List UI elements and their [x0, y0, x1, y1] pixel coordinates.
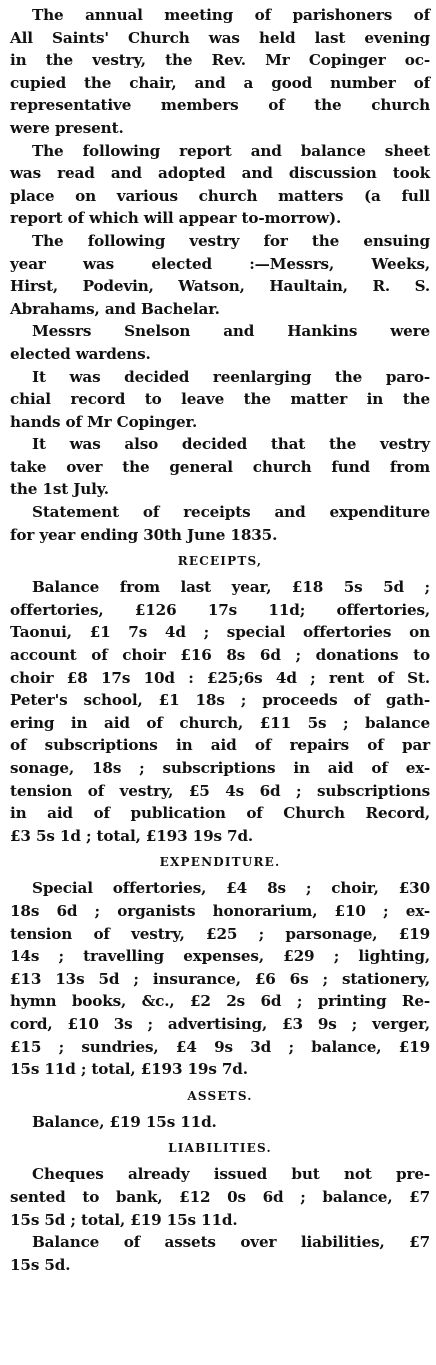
expenditure-line: tension of vestry, £25 ; parsonage, £19 — [10, 924, 430, 943]
article-line: Hirst, Podevin, Watson, Haultain, R. S. — [10, 277, 430, 296]
article-line: The annual meeting of parishoners of — [32, 6, 430, 24]
article-line: hands of Mr Copinger. — [10, 412, 198, 431]
receipts-line: sonage, 18s ; subscriptions in aid of ex- — [10, 759, 430, 777]
article-line: representative members of the church — [10, 96, 430, 115]
expenditure-heading: EXPENDITURE. — [159, 855, 281, 870]
article-line: chial record to leave the matter in the — [10, 390, 430, 409]
article-line: in the vestry, the Rev. Mr Copinger oc- — [10, 51, 430, 70]
receipts-line: tension of vestry, £5 4s 6d ; subscriptions — [10, 781, 430, 800]
article-line: year was elected :—Messrs, Weeks, — [10, 254, 430, 273]
expenditure-section — [10, 847, 430, 1080]
assets-section — [10, 1081, 430, 1134]
receipts-line: Balance from last year, £18 5s 5d ; — [32, 578, 430, 597]
receipts-line: Peter's school, £1 18s ; proceeds of gath- — [10, 691, 430, 710]
liabilities-line: Balance of assets over liabilities, £7 — [32, 1233, 430, 1252]
receipts-line: choir £8 17s 10d : £25;6s 4d ; rent of St. — [10, 668, 430, 687]
article-line: were present. — [10, 118, 124, 137]
article-line: elected wardens. — [10, 344, 151, 363]
expenditure-line: £13 13s 5d ; insurance, £6 6s ; stationery, — [10, 969, 430, 988]
liabilities-heading: LIABILITIES. — [168, 1141, 272, 1156]
receipts-line: of subscriptions in aid of repairs of par — [10, 736, 430, 755]
expenditure-line: 15s 11d ; total, £193 19s 7d. — [10, 1060, 248, 1079]
liabilities-line: sented to bank, £12 0s 6d ; balance, £7 — [10, 1187, 430, 1206]
expenditure-line: 14s ; travelling expenses, £29 ; lighting, — [10, 947, 430, 966]
article-line: The following vestry for the ensuing — [32, 231, 430, 250]
expenditure-line: £15 ; sundries, £4 9s 3d ; balance, £19 — [10, 1037, 430, 1056]
article-line: The following report and balance sheet — [32, 141, 430, 160]
receipts-line: ering in aid of church, £11 5s ; balance — [10, 713, 430, 732]
receipts-line: account of choir £16 8s 6d ; donations to — [10, 646, 430, 665]
article-body — [10, 4, 430, 546]
article-line: Abrahams, and Bachelar. — [10, 299, 220, 318]
assets-heading: ASSETS. — [187, 1088, 253, 1103]
assets-line: Balance, £19 15s 11d. — [32, 1112, 217, 1131]
article-line: Statement of receipts and expenditure — [32, 503, 430, 522]
article-line: report of which will appear to-morrow). — [10, 209, 342, 228]
article-line: It was also decided that the vestry — [32, 435, 430, 454]
receipts-line: offertories, £126 17s 11d; offertories, — [10, 600, 430, 619]
article-line: cupied the chair, and a good number of — [10, 73, 430, 92]
article-line: take over the general church fund from — [10, 457, 430, 476]
liabilities-line: 15s 5d ; total, £19 15s 11d. — [10, 1210, 238, 1229]
article-line: All Saints' Church was held last evening — [10, 28, 430, 47]
receipts-line: in aid of publication of Church Record, — [10, 804, 430, 823]
expenditure-line: 18s 6d ; organists honorarium, £10 ; ex- — [10, 901, 430, 920]
article-line: Messrs Snelson and Hankins were — [32, 322, 430, 341]
article-line: was read and adopted and discussion took — [10, 164, 430, 183]
receipts-section — [10, 546, 430, 847]
article-line: the 1st July. — [10, 480, 109, 499]
article-line: It was decided reenlarging the paro- — [32, 367, 430, 386]
receipts-line: £3 5s 1d ; total, £193 19s 7d. — [10, 826, 254, 845]
receipts-line: Taonui, £1 7s 4d ; special offertories on — [10, 623, 430, 642]
liabilities-line: Cheques already issued but not pre- — [32, 1165, 430, 1184]
article-line: place on various church matters (a full — [10, 186, 430, 205]
liabilities-line: 15s 5d. — [10, 1255, 71, 1274]
liabilities-section — [10, 1133, 430, 1276]
expenditure-line: cord, £10 3s ; advertising, £3 9s ; verger, — [10, 1014, 430, 1033]
article-line: for year ending 30th June 1835. — [10, 525, 278, 544]
expenditure-line: Special offertories, £4 8s ; choir, £30 — [32, 879, 430, 898]
expenditure-line: hymn books, &c., £2 2s 6d ; printing Re- — [10, 992, 430, 1011]
receipts-heading: RECEIPTS, — [177, 554, 263, 569]
